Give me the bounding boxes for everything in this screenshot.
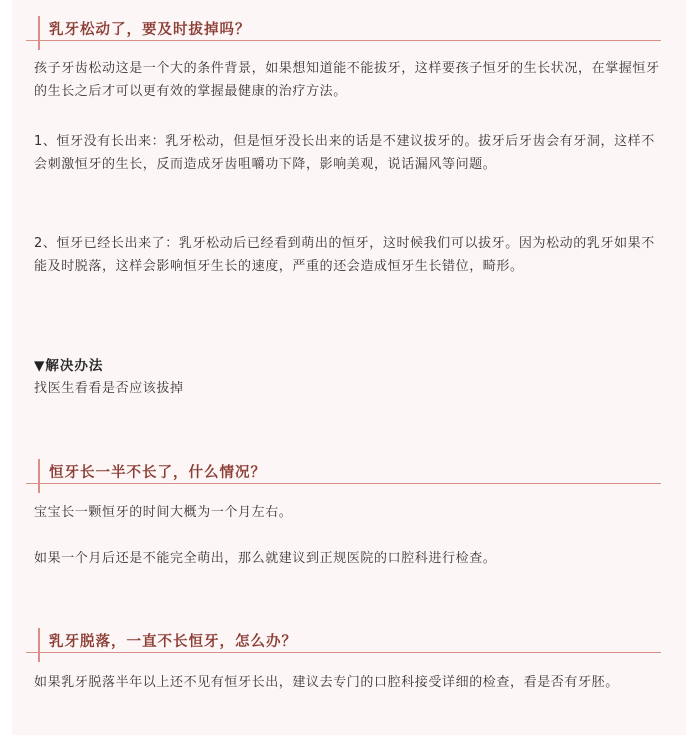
solution-text: 找医生看看是否应该拔掉 [34,381,184,396]
paragraph: 宝宝长一颗恒牙的时间大概为一个月左右。 [34,505,293,520]
paragraph: 如果一个月后还是不能完全萌出，那么就建议到正规医院的口腔科进行检查。 [34,551,497,566]
section-title: 乳牙松动了，要及时拔掉吗？ [49,22,251,38]
section-header-3 [26,624,661,653]
paragraph: 如果乳牙脱落半年以上还不见有恒牙长出，建议去专门的口腔科接受详细的检查，看是否有牙胚。 [34,675,619,690]
section-title: 乳牙脱落，一直不长恒牙，怎么办？ [49,634,297,650]
section-accent-bar [38,459,40,493]
section-header-2 [26,455,661,484]
section-accent-bar [38,628,40,662]
paragraph: 2、恒牙已经长出来了：乳牙松动后已经看到萌出的恒牙，这时候我们可以拔牙。因为松动的乳牙如果不能及时脱落，这样会影响恒牙生长的速度，严重的还会造成恒牙生长错位，畸形。 [34,236,655,274]
solution-heading: ▼解决办法 [34,358,104,374]
paragraph: 孩子牙齿松动这是一个大的条件背景，如果想知道能不能拔牙，这样要孩子恒牙的生长状况，在掌握恒牙的生长之后才可以更有效的掌握最健康的治疗方法。 [34,61,660,99]
section-accent-bar [38,16,40,50]
section-title: 恒牙长一半不长了，什么情况？ [49,465,266,481]
section-header-1 [26,12,661,41]
paragraph: 1、恒牙没有长出来：乳牙松动，但是恒牙没长出来的话是不建议拔牙的。拔牙后牙齿会有牙洞，这样不会刺激恒牙的生长，反而造成牙齿咀嚼功下降，影响美观，说话漏风等问题。 [34,134,655,172]
